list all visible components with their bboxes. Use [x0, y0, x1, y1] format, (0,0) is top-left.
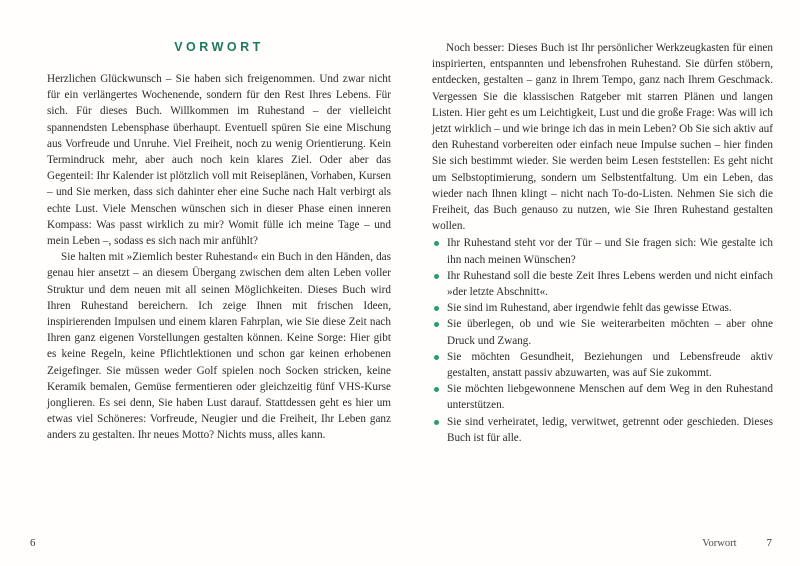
bullet-text: Sie möchten Gesundheit, Beziehungen und Lebensfreude aktiv gestalten, anstatt passiv abzuwarten, was auf Sie zukommt. [447, 350, 773, 380]
bullet-text: Ihr Ruhestand soll die beste Zeit Ihres Lebens werden und nicht einfach »der letzte Abschnitt«. [447, 269, 773, 299]
page-right-content [432, 40, 773, 446]
paragraph: Noch besser: Dieses Buch ist Ihr persönlicher Werkzeugkasten für einen inspirierten, entspannten und lebensfrohen Ruhestand. Sie dürfen stöbern, entdecken, gestalten – ganz in Ihrem Tempo, ganz nach Ihrem Geschmack. Vergessen Sie die klassischen Ratgeber mit starren Plänen und langen Listen. Hier geht es um Leichtigkeit, Lust und die große Frage: Was will ich jetzt wirklich – und wie bringe ich das in mein Leben? Ob Sie sich aktiv auf den Ruhestand vorbereiten oder einfach neue Impulse suchen – hier finden Sie sich bestimmt wieder. Sie werden beim Lesen feststellen: Es geht nicht um Selbstoptimierung, sondern um Selbstentfaltung. Um ein Leben, das wieder nach Ihnen klingt – nicht nach To-do-Listen. Nehmen Sie sich die Freiheit, das Buch genauso zu nutzen, wie Sie Ihren Ruhestand gestalten wollen. [432, 42, 773, 233]
bullet-text: Sie sind im Ruhestand, aber irgendwie fehlt das gewisse Etwas. [447, 302, 732, 315]
bullet-item [432, 381, 773, 413]
bullet-dot-icon [434, 274, 439, 279]
bullet-dot-icon [434, 355, 439, 360]
paragraph: Herzlichen Glückwunsch – Sie haben sich freigenommen. Und zwar nicht für ein verlängertes Wochenende, sondern für den Rest Ihres Lebens. Für sich. Für dieses Buch. Willkommen im Ruhestand – der vielleicht spannendsten Lebensphase überhaupt. Eventuell spüren Sie eine Mischung aus Vorfreude und Unruhe. Viel Freiheit, noch zu wenig Orientierung. Kein Termindruck mehr, aber auch noch kein klares Ziel. Oder aber das Gegenteil: Ihr Kalender ist plötzlich voll mit Reiseplänen, Vorhaben, Kursen – und Sie merken, dass sich dahinter eher eine Suche nach Halt verbirgt als echte Lust. Viele Menschen wünschen sich in dieser Phase einen inneren Kompass: Was passt wirklich zu mir? Womit fülle ich meine Tage – und mein Leben –, sodass es sich nach mir anfühlt? [47, 73, 391, 248]
footer-page-number-left: 6 [30, 537, 36, 549]
bullet-item [432, 349, 773, 381]
footer-page-number-right: 7 [766, 537, 772, 549]
footer-right [702, 537, 772, 549]
bullet-item [432, 300, 773, 316]
bullet-dot-icon [434, 322, 439, 327]
bullet-item [432, 316, 773, 348]
paragraph: Sie halten mit »Ziemlich bester Ruhestand« ein Buch in den Händen, das genau hier ansetzt – an diesem Übergang zwischen dem alten Leben voller Struktur und dem neuen mit all seinen Möglichkeiten. Dieses Buch wird Ihren Ruhestand bereichern. Ich zeige Ihnen mit frischen Ideen, inspirierenden Impulsen und einem klaren Fahrplan, wie Sie diese Zeit nach Ihren ganz eigenen Vorstellungen gestalten können. Keine Sorge: Hier gibt es keine Regeln, keine Pflichtlektionen und schon gar keinen erhobenen Zeigefinger. Sie müssen weder Golf spielen noch Socken stricken, keine Keramik bemalen, Gemüse fermentieren oder gleichzeitig fünf VHS-Kurse jonglieren. Es sei denn, Sie haben Lust darauf. Stattdessen geht es hier um etwas viel Schöneres: Vorfreude, Neugier und die Freiheit, Ihr Leben ganz anders zu gestalten. Ihr neues Motto? Nichts muss, alles kann. [47, 251, 391, 442]
bullet-list [432, 235, 773, 446]
bullet-text: Sie überlegen, ob und wie Sie weiterarbeiten möchten – aber ohne Druck und Zwang. [447, 318, 773, 347]
bullet-dot-icon [434, 420, 439, 425]
footer-chapter-label: Vorwort [702, 538, 737, 549]
bullet-text: Sie sind verheiratet, ledig, verwitwet, getrennt oder geschieden. Dieses Buch ist für alle. [447, 415, 773, 444]
chapter-heading: VORWORT [174, 40, 264, 54]
bullet-item [432, 235, 773, 267]
bullet-item [432, 414, 773, 446]
bullet-dot-icon [434, 387, 439, 392]
bullet-text: Ihr Ruhestand steht vor der Tür – und Sie fragen sich: Wie gestalte ich ihn nach meinen Wünschen? [447, 237, 773, 266]
bullet-text: Sie möchten liebgewonnene Menschen auf dem Weg in den Ruhestand unterstützen. [447, 383, 773, 412]
bullet-item [432, 268, 773, 300]
bullet-dot-icon [434, 241, 439, 246]
bullet-dot-icon [434, 306, 439, 311]
page-right [400, 0, 800, 566]
page-left-content [47, 40, 391, 444]
